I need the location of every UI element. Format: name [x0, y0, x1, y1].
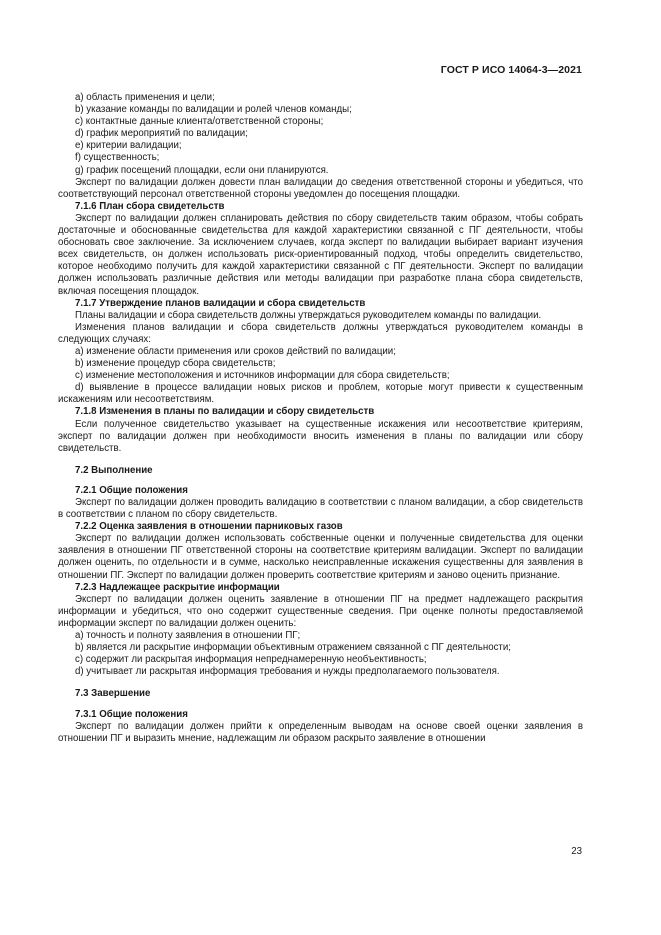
- paragraph: Эксперт по валидации должен прийти к определенным выводам на основе своей оценки заявления в отношении ПГ и выразить мнение, надлежащим ли образом раскрыто заявление в отношении: [58, 720, 583, 744]
- list-item: d) выявление в процессе валидации новых рисков и проблем, которые могут привести к существенным искажениям или несоответствиям.: [58, 382, 583, 406]
- section-heading: 7.2.2 Оценка заявления в отношении парниковых газов: [75, 521, 343, 533]
- paragraph: Эксперт по валидации должен оценить заявление в отношении ПГ на предмет надлежащего раскрытия информации и убедиться, что оно содержит существенные сведения. При оценке полноты предоставляемой информации эксперт по валидации должен оценить:: [58, 593, 583, 629]
- section-heading: 7.2.1 Общие положения: [75, 484, 188, 496]
- section-heading: 7.1.8 Изменения в планы по валидации и сбору свидетельств: [75, 406, 375, 418]
- paragraph: Эксперт по валидации должен проводить валидацию в соответствии с планом валидации, а сбор свидетельств в соответствии с планом по сбору свидетельств.: [58, 497, 583, 521]
- paragraph: Эксперт по валидации должен использовать собственные оценки и полученные свидетельства для оценки заявления в отношении ПГ ответственной стороны на соответствие критериям валидации. Эксперт по валидации должен оценить, по отдельности и в сумме, насколько неисправленные искажения существенны для заявления в отношении ПГ. Эксперт по валидации должен проверить соответствие критериям и заново оценить признание.: [58, 533, 583, 581]
- list-item: f) существенность;: [75, 152, 160, 164]
- paragraph: Изменения планов валидации и сбора свидетельств должны утверждаться руководителем команды в следующих случаях:: [58, 321, 583, 345]
- page-number: 23: [571, 846, 582, 857]
- section-heading: 7.2.3 Надлежащее раскрытие информации: [75, 581, 280, 593]
- list-item: d) график мероприятий по валидации;: [75, 128, 248, 140]
- list-item: c) контактные данные клиента/ответственной стороны;: [75, 116, 324, 128]
- paragraph: Если полученное свидетельство указывает на существенные искажения или несоответствие критериям, эксперт по валидации должен при необходимости вносить изменения в планы по валидации или сбору свидетельств.: [58, 418, 583, 454]
- list-item: b) указание команды по валидации и ролей членов команды;: [75, 104, 352, 116]
- list-item: a) область применения и цели;: [75, 92, 215, 103]
- list-item: a) изменение области применения или сроков действий по валидации;: [75, 345, 396, 357]
- section-heading: 7.1.7 Утверждение планов валидации и сбора свидетельств: [75, 297, 366, 309]
- list-item: a) точность и полноту заявления в отношении ПГ;: [75, 630, 301, 642]
- list-item: c) изменение местоположения и источников информации для сбора свидетельств;: [75, 370, 450, 382]
- paragraph: Планы валидации и сбора свидетельств должны утверждаться руководителем команды по валидации.: [75, 309, 542, 321]
- chapter-heading: 7.3 Завершение: [75, 688, 151, 700]
- chapter-heading: 7.2 Выполнение: [75, 464, 153, 476]
- list-item: c) содержит ли раскрытая информация непреднамеренную необъективность;: [75, 654, 427, 666]
- list-item: b) изменение процедур сбора свидетельств;: [75, 358, 276, 370]
- list-item: d) учитывает ли раскрытая информация требования и нужды предполагаемого пользователя.: [75, 666, 500, 678]
- section-heading: 7.1.6 План сбора свидетельств: [75, 200, 225, 212]
- document-header: ГОСТ Р ИСО 14064-3—2021: [440, 64, 582, 76]
- paragraph: Эксперт по валидации должен довести план валидации до сведения ответственной стороны и убедиться, что соответствующий персонал ответственной стороны уведомлен до посещения площадки.: [58, 176, 583, 200]
- paragraph: Эксперт по валидации должен спланировать действия по сбору свидетельств таким образом, чтобы собрать достаточные и обоснованные свидетельства для каждой характеристики связанной с ПГ деятельности, чтобы обосновать свое заключение. За исключением случаев, когда эксперт по валидации выбирает вариант изучения всех свидетельств, он должен использовать риск-ориентированный подход, чтобы определить свидетельство, которое необходимо получить для каждой характеристики связанной с ПГ деятельности. Эксперт по валидации должен использовать различные действия или методы валидации при разработке плана сбора свидетельств, включая посещения площадок.: [58, 212, 583, 297]
- list-item: b) является ли раскрытие информации объективным отражением связанной с ПГ деятельности;: [75, 642, 511, 654]
- section-heading: 7.3.1 Общие положения: [75, 708, 188, 720]
- document-body: [58, 92, 583, 745]
- list-item: e) критерии валидации;: [75, 140, 182, 152]
- list-item: g) график посещений площадки, если они планируются.: [75, 164, 329, 176]
